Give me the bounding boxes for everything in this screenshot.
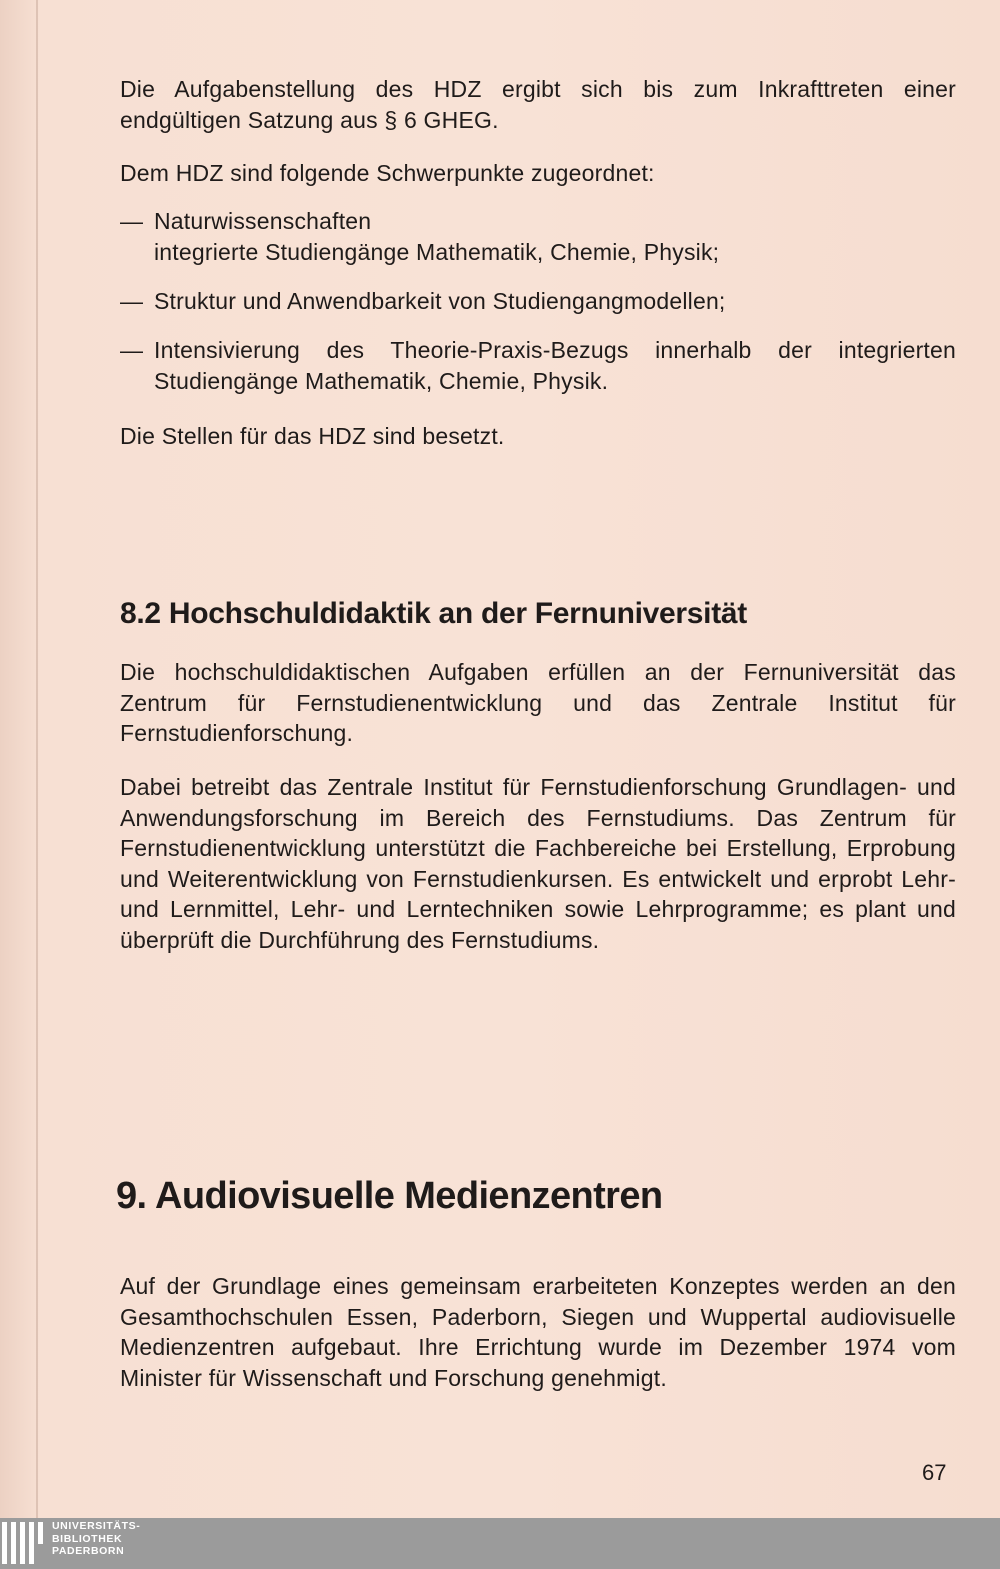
list-item-1-line-1: Naturwissenschaften xyxy=(154,208,372,234)
library-name-line-2: BIBLIOTHEK xyxy=(52,1532,123,1545)
library-name-line-3: PADERBORN xyxy=(52,1545,125,1557)
list-item-2-text: Struktur und Anwendbarkeit von Studiengangmodellen; xyxy=(154,288,726,314)
section-8-2-heading: 8.2 Hochschuldidaktik an der Fernuniversität xyxy=(120,597,747,630)
intro-paragraph-1: Die Aufgabenstellung des HDZ ergibt sich bis zum Inkrafttreten einer endgültigen Satzung aus § 6 GHEG. xyxy=(120,76,956,133)
section-9-paragraph-1: Auf der Grundlage eines gemeinsam erarbeiteten Konzeptes werden an den Gesamthochschulen Essen, Paderborn, Siegen und Wuppertal audiovisuelle Medienzentren aufgebaut. Ihre Errichtung wurde im Dezember 1974 vom Minister für Wissenschaft und Forschung genehmigt. xyxy=(120,1273,956,1391)
list-item-2 xyxy=(120,286,956,317)
page-number: 67 xyxy=(922,1460,947,1485)
library-name xyxy=(52,1520,140,1558)
list-item-3 xyxy=(120,335,956,396)
page-spine xyxy=(36,0,38,1518)
intro-paragraph-2: Dem HDZ sind folgende Schwerpunkte zugeordnet: xyxy=(120,160,655,186)
list-item-1-line-2: integrierte Studiengänge Mathematik, Chemie, Physik; xyxy=(154,238,720,265)
library-logo-icon xyxy=(2,1522,46,1567)
list-item-1 xyxy=(120,206,956,267)
section-8-2-paragraph-1: Die hochschuldidaktischen Aufgaben erfüllen an der Fernuniversität das Zentrum für Fernstudienentwicklung und das Zentrale Institut für Fernstudienforschung. xyxy=(120,659,956,746)
library-footer-bar xyxy=(0,1518,1000,1569)
section-9-heading: 9. Audiovisuelle Medienzentren xyxy=(116,1175,663,1217)
list-item-3-text: Intensivierung des Theorie-Praxis-Bezugs innerhalb der integrierten Studiengänge Mathematik, Chemie, Physik. xyxy=(154,337,956,394)
library-name-line-1: UNIVERSITÄTS- xyxy=(52,1520,141,1532)
list-dash: — xyxy=(120,208,144,234)
section-8-2-paragraph-2: Dabei betreibt das Zentrale Institut für Fernstudienforschung Grundlagen- und Anwendungsforschung im Bereich des Fernstudiums. Das Zentrum für Fernstudienentwicklung unterstützt die Fachbereiche bei Erstellung, Erprobung und Weiterentwicklung von Fernstudienkursen. Es entwickelt und erprobt Lehr- und Lernmittel, Lehr- und Lerntechniken sowie Lehrprogramme; es plant und überprüft die Durchführung des Fernstudiums. xyxy=(120,774,956,953)
intro-paragraph-3: Die Stellen für das HDZ sind besetzt. xyxy=(120,423,505,449)
list-dash: — xyxy=(120,288,144,314)
list-dash: — xyxy=(120,337,144,363)
